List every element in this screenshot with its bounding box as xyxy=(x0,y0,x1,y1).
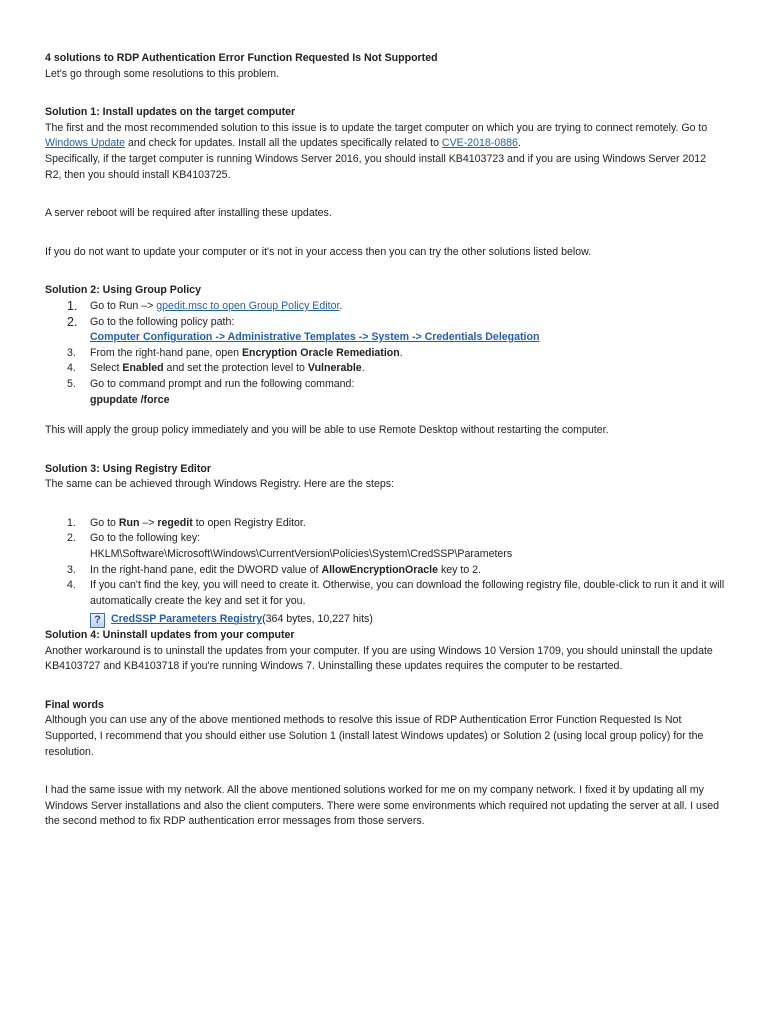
list-item xyxy=(45,578,725,609)
list-item xyxy=(45,377,725,408)
step-number: 1. xyxy=(67,298,78,313)
run-label: Run xyxy=(118,516,140,529)
registry-key-path: HKLM\Software\Microsoft\Windows\CurrentVersion\Policies\System\CredSSP\Parameters xyxy=(90,548,513,561)
solution-1-kb-text: Specifically, if the target computer is running Windows Server 2016, you should install KB4103723 and if you are using Windows Server 2012 R2, then you should install KB4103725. xyxy=(45,152,707,181)
list-item xyxy=(45,361,725,377)
credssp-registry-link[interactable]: CredSSP Parameters Registry xyxy=(111,613,263,626)
step-text-end: . xyxy=(361,362,365,375)
step-text-end: to open Registry Editor. xyxy=(192,516,306,529)
download-meta: (364 bytes, 10,227 hits) xyxy=(262,613,373,626)
step-text: Go to xyxy=(90,516,119,529)
solution-3-intro: The same can be achieved through Windows Registry. Here are the steps: xyxy=(45,478,394,491)
list-item xyxy=(45,563,725,579)
registry-download xyxy=(90,612,725,628)
help-icon: ? xyxy=(90,613,105,628)
cve-link[interactable]: CVE-2018-0886 xyxy=(441,137,518,150)
solution-4-heading: Solution 4: Uninstall updates from your computer xyxy=(45,629,295,642)
solution-4-text: Another workaround is to uninstall the updates from your computer. If you are using Windows 10 Version 1709, you should uninstall the update KB4103727 and KB4103718 if you're running Windows 7. Uninstalling these updates requires the computer to be restarted. xyxy=(45,644,713,673)
setting-name: Encryption Oracle Remediation xyxy=(241,346,400,359)
solution-3-heading: Solution 3: Using Registry Editor xyxy=(45,462,211,475)
dword-name: AllowEncryptionOracle xyxy=(321,563,438,576)
step-text-end: . xyxy=(399,346,403,359)
step-text-end: . xyxy=(339,299,343,312)
solution-1-paragraph xyxy=(45,121,725,152)
page-title: 4 solutions to RDP Authentication Error Function Requested Is Not Supported xyxy=(45,52,438,64)
step-number: 2. xyxy=(67,314,78,329)
list-item xyxy=(45,315,725,346)
step-text-end: key to 2. xyxy=(438,563,481,576)
windows-update-link[interactable]: Windows Update xyxy=(45,137,126,150)
reboot-note: A server reboot will be required after installing these updates. xyxy=(45,207,332,220)
solution-2-after-text: This will apply the group policy immediately and you will be able to use Remote Desktop without restarting the computer. xyxy=(45,424,609,437)
step-text-mid: –> xyxy=(139,516,158,529)
step-text: If you can't find the key, you will need to create it. Otherwise, you can download the following registry file, double-click to run it and it will automatically create the key and set it for you. xyxy=(90,579,725,607)
article xyxy=(45,51,725,830)
personal-note: I had the same issue with my network. All the above mentioned solutions worked for me on my company network. I fixed it by updating all my Windows Server installations and also the client computers. There were some environments which required not updating the server at all. I used the second method to fix RDP authentication error messages from those servers. xyxy=(45,784,720,828)
final-words-heading: Final words xyxy=(45,698,104,711)
final-words-text: Although you can use any of the above mentioned methods to resolve this issue of RDP Authentication Error Function Requested Is Not Supported, I recommend that you should either use Solution 1 (install latest Windows updates) or Solution 2 (using local group policy) for the resolution. xyxy=(45,714,704,758)
list-item xyxy=(45,346,725,362)
step-number: 3. xyxy=(67,346,76,359)
list-item xyxy=(45,516,725,532)
step-number: 2. xyxy=(67,532,76,545)
step-text-mid: and set the protection level to xyxy=(163,362,308,375)
step-text: Go to the following key: xyxy=(90,532,201,545)
step-text: Go to Run –> xyxy=(90,299,157,312)
vulnerable-option: Vulnerable xyxy=(307,362,362,375)
gpedit-link[interactable]: gpedit.msc to open Group Policy Editor xyxy=(156,299,340,312)
step-text: In the right-hand pane, edit the DWORD value of xyxy=(90,563,322,576)
step-number: 1. xyxy=(67,516,76,529)
solution-1-text-c: . xyxy=(517,137,521,150)
intro-text: Let's go through some resolutions to this problem. xyxy=(45,67,280,80)
alternative-note: If you do not want to update your computer or it's not in your access then you can try the other solutions listed below. xyxy=(45,245,592,258)
solution-1-heading: Solution 1: Install updates on the target computer xyxy=(45,106,296,119)
enabled-option: Enabled xyxy=(122,362,164,375)
list-item xyxy=(45,531,725,562)
step-number: 4. xyxy=(67,362,76,375)
step-text: Go to the following policy path: xyxy=(90,315,235,328)
list-item xyxy=(45,299,725,315)
gpupdate-command: gpupdate /force xyxy=(90,393,170,406)
step-number: 4. xyxy=(67,579,76,592)
solution-1-text-a: The first and the most recommended solution to this issue is to update the target computer on which you are trying to connect remotely. Go to xyxy=(45,121,708,134)
regedit-label: regedit xyxy=(157,516,193,529)
step-number: 5. xyxy=(67,377,76,390)
step-text: From the right-hand pane, open xyxy=(90,346,242,359)
step-text: Select xyxy=(90,362,123,375)
solution-2-heading: Solution 2: Using Group Policy xyxy=(45,284,201,297)
step-text: Go to command prompt and run the following command: xyxy=(90,377,355,390)
registry-steps xyxy=(45,516,725,610)
step-number: 3. xyxy=(67,563,76,576)
solution-1-text-b: and check for updates. Install all the updates specifically related to xyxy=(125,137,442,150)
group-policy-steps xyxy=(45,299,725,408)
policy-path-link[interactable]: Computer Configuration -> Administrative Templates -> System -> Credentials Delegation xyxy=(90,331,540,344)
